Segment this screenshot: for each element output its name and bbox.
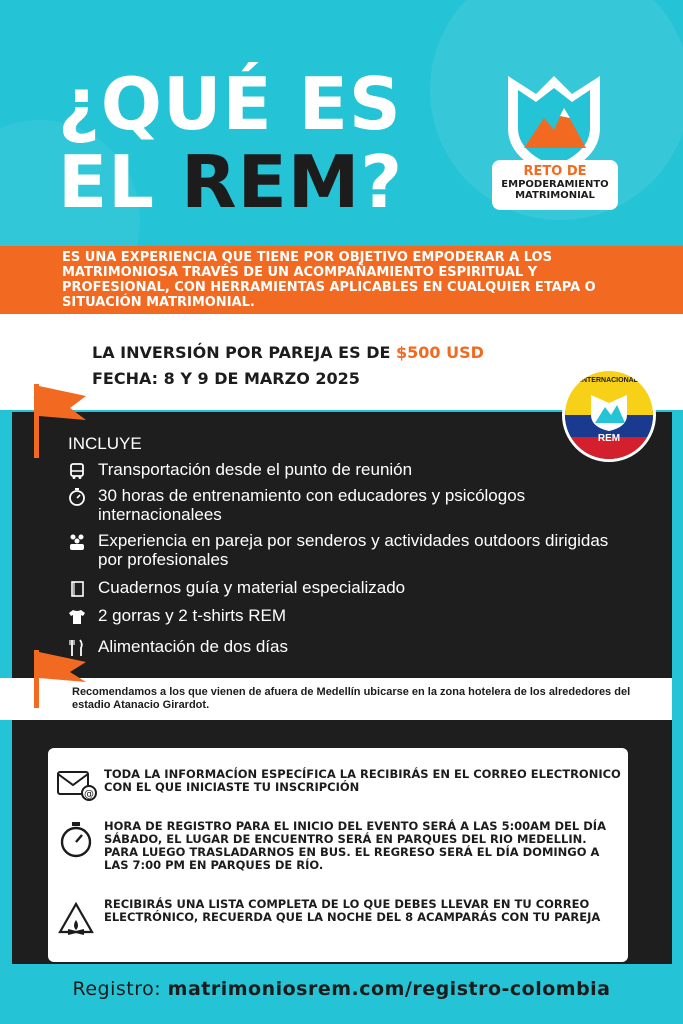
intro-text: ES UNA EXPERIENCIA QUE TIENE POR OBJETIVO EMPODERAR A LOS MATRIMONIOSA TRAVÉS DE UN ACOMPAÑAMIENTO ESPIRITUAL Y PROFESIONAL, CON HERRAMIENTAS APLICABLES EN CUALQUIER ETAPA O SITUACIÓN MATRIMONIAL. [62,250,596,310]
tshirt-icon [66,606,88,628]
list-item [66,637,618,659]
investment-info [92,340,484,392]
campfire-tent-icon [56,898,100,938]
logo-line2: EMPODERAMIENTO [501,179,609,190]
investment-price: $500 USD [395,343,484,362]
page-title-line1: ¿QUÉ ES [58,62,402,146]
logo-line3: MATRIMONIAL [515,190,595,201]
stopwatch-icon [56,820,100,860]
info-item [56,768,624,808]
badge-top-text: INTERNACIONAL [580,377,638,384]
list-item-text: Alimentación de dos días [98,637,288,656]
hero-banner [0,0,683,246]
group-icon [66,531,88,553]
rem-logo [492,68,618,210]
register-label: Registro: [72,978,168,1000]
list-item [66,531,618,569]
book-icon [66,578,88,600]
list-item-text: Experiencia en pareja por senderos y actividades outdoors dirigidas por profesionales [98,531,609,569]
info-text: RECIBIRÁS UNA LISTA COMPLETA DE LO QUE DEBES LLEVAR EN TU CORREO ELECTRÓNICO, RECUERDA QUE LA NOCHE DEL 8 ACAMPARÁS CON TU PAREJA [104,897,601,924]
logo-label [492,160,618,210]
list-item [66,486,618,524]
info-text: HORA DE REGISTRO PARA EL INICIO DEL EVENTO SERÁ A LAS 5:00AM DEL DÍA SÁBADO, EL LUGAR DE ENCUENTRO SERÁ EN PARQUES DEL RIO MEDELLIN. PARA LUEGO TRASLADARNOS EN BUS. EL REGRESO SERÁ EL DÍA DOMINGO A LAS 7:00 PM EN PARQUES DE RÍO. [104,819,606,872]
info-item [56,820,624,872]
title-el: EL [58,140,182,224]
register-link[interactable]: matrimoniosrem.com/registro-colombia [167,978,611,1000]
title-rem: REM [181,140,361,224]
registration-footer [0,978,683,1000]
page-title-line2 [58,140,404,224]
list-item-text: Cuadernos guía y material especializado [98,578,406,597]
intro-band [0,246,683,314]
list-item [66,460,618,482]
info-card [48,748,628,962]
title-question-mark: ? [360,140,404,224]
recommendation-text: Recomendamos a los que vienen de afuera de Medellín ubicarse en la zona hotelera de los alrededores del estadio Atanacio Girardot. [72,686,631,711]
recommendation-band [0,678,672,720]
investment-line [92,340,484,366]
flag-icon [30,648,90,710]
list-item-text: 30 horas de entrenamiento con educadores y psicólogos internacionalees [98,486,526,524]
list-item-text: Transportación desde el punto de reunión [98,460,413,479]
info-item [56,898,624,938]
list-item-text: 2 gorras y 2 t-shirts REM [98,606,286,625]
list-item [66,578,618,600]
badge-bottom-text: REM [597,433,621,444]
bus-icon [66,460,88,482]
international-badge [562,368,656,462]
info-text: TODA LA INFORMACÍON ESPECÍFICA LA RECIBIRÁS EN EL CORREO ELECTRONICO CON EL QUE INICIASTE TU INSCRIPCIÓN [104,767,621,794]
email-icon [56,768,100,808]
mountain-icon [587,391,631,431]
event-date: FECHA: 8 Y 9 DE MARZO 2025 [92,369,360,388]
investment-label: LA INVERSIÓN POR PAREJA ES DE [92,343,396,362]
logo-line1: RETO DE [523,164,587,179]
svg-text:@: @ [84,789,94,800]
includes-title: INCLUYE [68,434,142,453]
stopwatch-icon [66,486,88,508]
list-item [66,606,618,628]
